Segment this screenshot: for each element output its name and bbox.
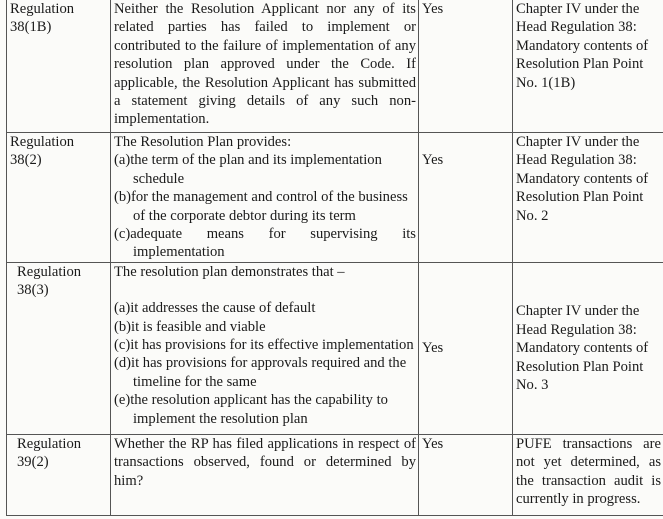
reference-cell: Chapter IV under the Head Regulation 38: Mandatory contents of Resolution Plan Point No. 1(1B) [513,0,663,133]
requirement-item-d: (d)it has provisions for approvals required and the timeline for the same [114,355,407,390]
requirement-cell: Neither the Resolution Applicant nor any of its related parties has failed to implement or contributed to the failure of implementation of any resolution plan approved under the Code. If applicable, the Resolution Applicant has submitted a statement giving details of any such non-implementation. [111,0,419,133]
compliance-cell: Yes [419,262,513,434]
requirement-cell: Whether the RP has filed applications in respect of transactions observed, found or determined by him? [111,434,419,515]
requirement-item-b: (b)it is feasible and viable [114,318,266,335]
compliance-cell: Yes [419,434,513,515]
requirement-intro: The resolution plan demonstrates that – [114,263,345,280]
table-row [7,133,663,263]
requirement-intro: The Resolution Plan provides: [114,134,292,150]
table-row [7,0,663,133]
requirement-item-a: (a)the term of the plan and its implementation schedule [114,152,382,187]
reference-cell: PUFE transactions are not yet determined, as the transaction audit is currently in progress. [513,434,663,515]
requirement-cell [111,133,419,263]
table-row [7,262,663,434]
reference-cell: Chapter IV under the Head Regulation 38: Mandatory contents of Resolution Plan Point No. 3 [513,262,663,434]
requirement-item-e: (e)the resolution applicant has the capability to implement the resolution plan [114,392,388,427]
requirement-item-b: (b)for the management and control of the business of the corporate debtor during its term [114,189,408,224]
requirement-cell [111,262,419,434]
compliance-cell [419,133,513,263]
compliance-table [6,0,663,516]
requirement-item-c: (c)it has provisions for its effective implementation [114,337,414,354]
table-row [7,434,663,515]
regulation-cell: Regulation 38(2) [7,133,111,263]
compliance-value: Yes [422,152,444,168]
compliance-cell: Yes [419,0,513,133]
requirement-item-c: (c)adequate means for supervising its implementation [114,226,416,261]
regulation-cell: Regulation 38(1B) [7,0,111,133]
regulation-cell: Regulation 38(3) [7,262,111,434]
regulation-cell: Regulation 39(2) [7,434,111,515]
requirement-item-a: (a)it addresses the cause of default [114,300,316,317]
reference-cell: Chapter IV under the Head Regulation 38: Mandatory contents of Resolution Plan Point No. 2 [513,133,663,263]
